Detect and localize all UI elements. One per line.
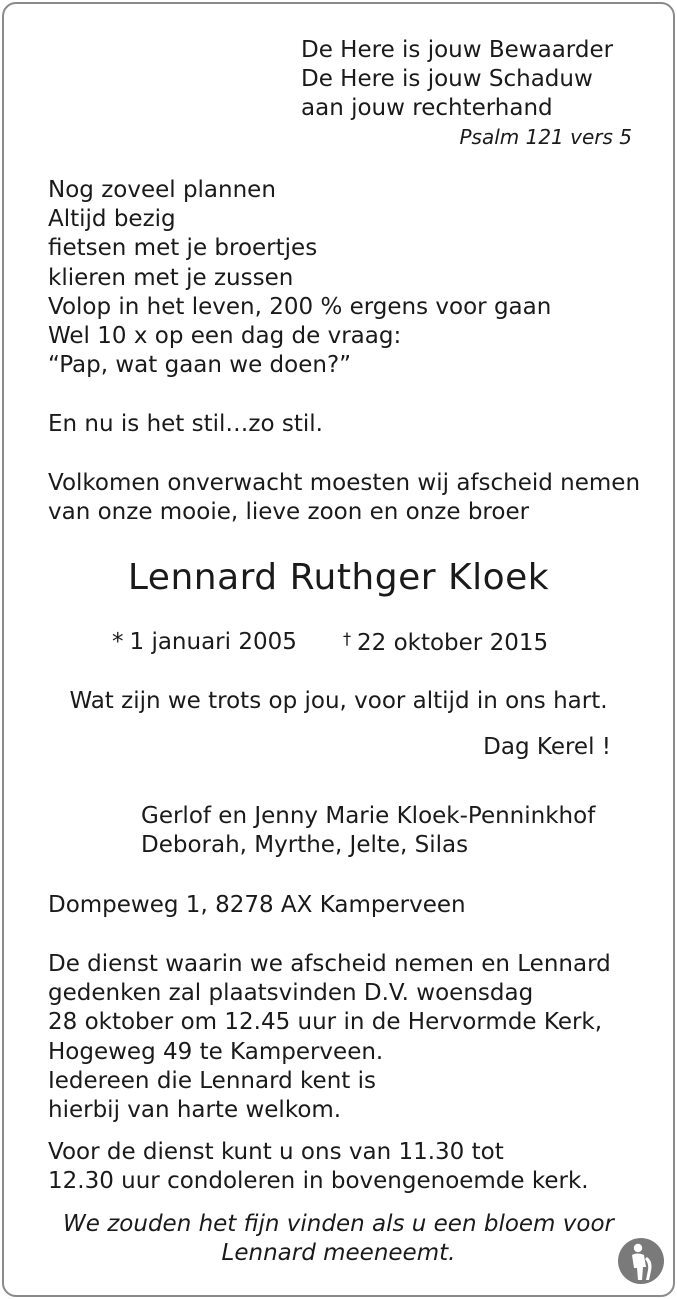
farewell-line: Volkomen onverwacht moesten wij afscheid nemen xyxy=(48,470,641,496)
service-line: Iedereen die Lennard kent is xyxy=(48,1067,376,1094)
verse-reference: Psalm 121 vers 5 xyxy=(459,125,632,149)
birth-star-icon: * xyxy=(112,629,124,655)
farewell-line: van onze mooie, lieve zoon en onze broer xyxy=(48,499,530,526)
logo-head xyxy=(634,1244,642,1252)
verse-line: De Here is jouw Schaduw xyxy=(301,66,593,92)
address: Dompeweg 1, 8278 AX Kamperveen xyxy=(48,892,466,918)
verse-block xyxy=(301,36,613,123)
poem-line: Volop in het leven, 200 % ergens voor gaan xyxy=(48,293,552,320)
birth-date: 1 januari 2005 xyxy=(129,629,297,655)
family-line: Gerlof en Jenny Marie Kloek-Penninkhof xyxy=(141,803,596,829)
service-line: Hogeweg 49 te Kamperveen. xyxy=(48,1038,384,1065)
poem-line: “Pap, wat gaan we doen?” xyxy=(48,352,352,379)
farewell-block xyxy=(48,469,640,527)
verse-line: aan jouw rechterhand xyxy=(301,95,553,121)
verse-line: De Here is jouw Bewaarder xyxy=(301,37,614,63)
poem-line: Nog zoveel plannen xyxy=(48,177,276,203)
poem-line: Altijd bezig xyxy=(48,206,176,233)
service-line: hierbij van harte welkom. xyxy=(48,1097,342,1124)
death-cross-icon: † xyxy=(343,629,351,648)
poem-line: klieren met je zussen xyxy=(48,264,294,291)
family-block xyxy=(141,802,595,860)
flowers-line: We zouden het fijn vinden als u een bloem voor xyxy=(63,1211,614,1237)
condolence-line: Voor de dienst kunt u ons van 11.30 tot xyxy=(48,1139,504,1165)
silence-line: En nu is het stil…zo stil. xyxy=(48,411,323,437)
birth-date-row xyxy=(112,629,297,655)
memorial-figure-icon xyxy=(617,1237,665,1285)
tribute-text: Wat zijn we trots op jou, voor altijd in ons hart. xyxy=(69,688,608,714)
sign-off: Dag Kerel ! xyxy=(483,734,611,760)
poem-line: fietsen met je broertjes xyxy=(48,235,318,262)
poem-block xyxy=(48,176,551,380)
service-block xyxy=(48,950,611,1125)
service-line: De dienst waarin we afscheid nemen en Lennard xyxy=(48,951,611,977)
family-line: Deborah, Myrthe, Jelte, Silas xyxy=(141,832,469,859)
condolence-line: 12.30 uur condoleren in bovengenoemde kerk. xyxy=(48,1168,589,1195)
flowers-line: Lennard meeneemt. xyxy=(221,1240,456,1267)
poem-line: Wel 10 x op een dag de vraag: xyxy=(48,323,402,350)
condolence-block xyxy=(48,1138,589,1196)
service-line: 28 oktober om 12.45 uur in de Hervormde Kerk, xyxy=(48,1009,603,1036)
service-line: gedenken zal plaatsvinden D.V. woensdag xyxy=(48,980,534,1007)
deceased-name: Lennard Ruthger Kloek xyxy=(127,557,550,598)
death-date: 22 oktober 2015 xyxy=(357,630,549,656)
death-date-row xyxy=(343,629,548,656)
flowers-block xyxy=(0,1210,677,1268)
